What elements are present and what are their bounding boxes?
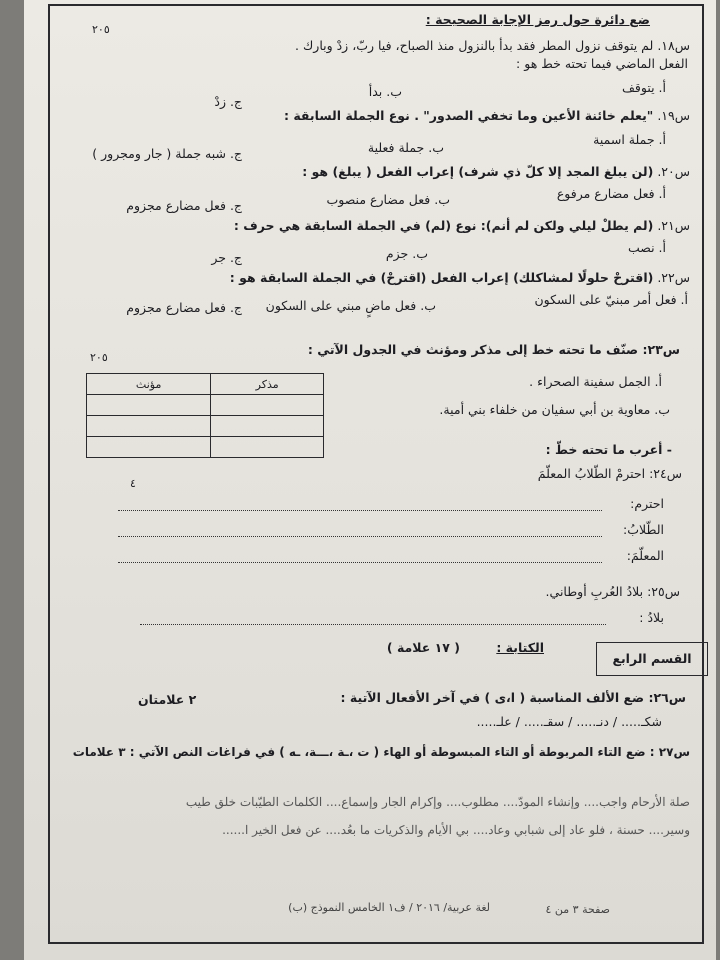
- q22-stem: س٢٢. (اقترحْ حلولًا لمشاكلك) إعراب الفعل (اقترحْ) في الجملة السابقة هو :: [229, 270, 690, 285]
- q19-option-b[interactable]: ب. جملة فعلية: [367, 140, 444, 155]
- q18-stem: س١٨. لم يتوقف نزول المطر فقد بدأ بالنزول منذ الصباح، فيا ربّ، زدْ وبارك .: [295, 38, 690, 53]
- answer-line[interactable]: [140, 624, 606, 625]
- q19-option-c[interactable]: ج. شبه جملة ( جار ومجرور ): [92, 146, 242, 161]
- q20-option-a[interactable]: أ. فعل مضارع مرفوع: [556, 186, 666, 201]
- marks-top: ٢٠٥: [92, 23, 110, 36]
- table-cell[interactable]: [87, 395, 211, 416]
- writing-marks: ( ١٧ علامة ): [386, 640, 460, 655]
- section-four-box: القسم الرابع: [596, 642, 708, 676]
- q26-words[interactable]: شكـ..... / دنـ..... / سقـ..... / علـ.....: [476, 714, 662, 729]
- q21-option-a[interactable]: أ. نصب: [627, 240, 666, 255]
- q21-option-c[interactable]: ج. جر: [211, 250, 242, 265]
- page-number: صفحة ٣ من ٤: [545, 903, 610, 916]
- parse-word-3: المعلّمَ:: [626, 548, 664, 563]
- q19-stem: س١٩. "يعلم خائنة الأعين وما تخفي الصدور" . نوع الجملة السابقة :: [284, 108, 690, 123]
- q20-option-b[interactable]: ب. فعل مضارع منصوب: [326, 192, 450, 207]
- q27-text: س٢٧ : ضع التاء المربوطة أو التاء المبسوطة أو الهاء ( ت ،ـة ،ـــة، ـه ) في فراغات النص الآتي : ٣ علامات: [72, 745, 690, 759]
- parse-title: - أعرب ما تحته خطّ :: [545, 442, 672, 457]
- q21-stem: س٢١. (لم يطلْ ليلي ولكن لم أنم): نوع (لم) في الجملة السابقة هي حرف :: [233, 218, 690, 233]
- q26-marks: ٢ علامتان: [138, 692, 197, 707]
- q22-option-c[interactable]: ج. فعل مضارع مجزوم: [126, 300, 242, 315]
- col-header-feminine: مؤنث: [87, 374, 211, 395]
- q23-marks: ٢٠٥: [90, 351, 108, 364]
- col-header-masculine: مذكر: [211, 374, 324, 395]
- q20-option-c[interactable]: ج. فعل مضارع مجزوم: [126, 198, 242, 213]
- parse-marks: ٤: [130, 477, 136, 490]
- table-cell[interactable]: [211, 395, 324, 416]
- q26-text: س٢٦: ضع الألف المناسبة ( ا،ى ) في آخر الأفعال الآتية :: [340, 690, 686, 705]
- q22-option-b[interactable]: ب. فعل ماضٍ مبني على السكون: [265, 298, 436, 313]
- q24-sentence: س٢٤: احترمْ الطّلابُ المعلّمَ: [537, 466, 682, 481]
- writing-title: الكتابة :: [496, 640, 544, 655]
- parse-word-2: الطّلابُ:: [623, 522, 664, 537]
- course-info: لغة عربية/ ٢٠١٦ / ف١ الخامس النموذج (ب): [288, 901, 490, 914]
- q27-line-1[interactable]: صلة الأرحام واجب.... وإنشاء المودّ.... مطلوب.... وإكرام الجار وإسماع.... الكلمات الطيّبات خلق طيب: [185, 795, 690, 809]
- q20-stem: س٢٠. (لن يبلغ المجد إلا كلّ ذي شرف) إعراب الفعل ( يبلغ) هو :: [302, 164, 690, 179]
- q23-sentence-b: ب. معاوية بن أبي سفيان من خلفاء بني أمية.: [439, 402, 670, 417]
- table-cell[interactable]: [211, 437, 324, 458]
- parse-word-1: احترم:: [630, 496, 664, 511]
- answer-line[interactable]: [118, 536, 602, 537]
- q27-line-2[interactable]: وسير.... حسنة ، فلو عاد إلى شبابي وعاد.... بي الأيام والذكريات ما بعُد.... عن فعل الخير ا......: [222, 823, 690, 837]
- classification-table: [86, 373, 324, 458]
- q18-option-a[interactable]: أ. يتوقف: [621, 80, 666, 95]
- table-cell[interactable]: [211, 416, 324, 437]
- section-title: ضع دائرة حول رمز الإجابة الصحيحة :: [425, 12, 650, 27]
- q25-sentence: س٢٥: بلادُ العُربِ أوطاني.: [545, 584, 680, 599]
- answer-line[interactable]: [118, 510, 602, 511]
- q22-option-a[interactable]: أ. فعل أمر مبنيّ على السكون: [534, 292, 688, 307]
- table-cell[interactable]: [87, 416, 211, 437]
- q23-sentence-a: أ. الجمل سفينة الصحراء .: [529, 374, 662, 389]
- q19-option-a[interactable]: أ. جملة اسمية: [593, 132, 666, 147]
- q18-option-c[interactable]: ج. زدْ: [214, 94, 242, 109]
- table-cell[interactable]: [87, 437, 211, 458]
- q21-option-b[interactable]: ب. جزم: [385, 246, 428, 261]
- q18-option-b[interactable]: ب. بدأ: [368, 84, 402, 99]
- answer-line[interactable]: [118, 562, 602, 563]
- q18-sub: الفعل الماضي فيما تحته خط هو :: [516, 56, 688, 71]
- q23-title: س٢٣: صنّف ما تحته خط إلى مذكر ومؤنث في الجدول الآتي :: [307, 342, 680, 357]
- parse-word-4: بلادُ :: [639, 610, 664, 625]
